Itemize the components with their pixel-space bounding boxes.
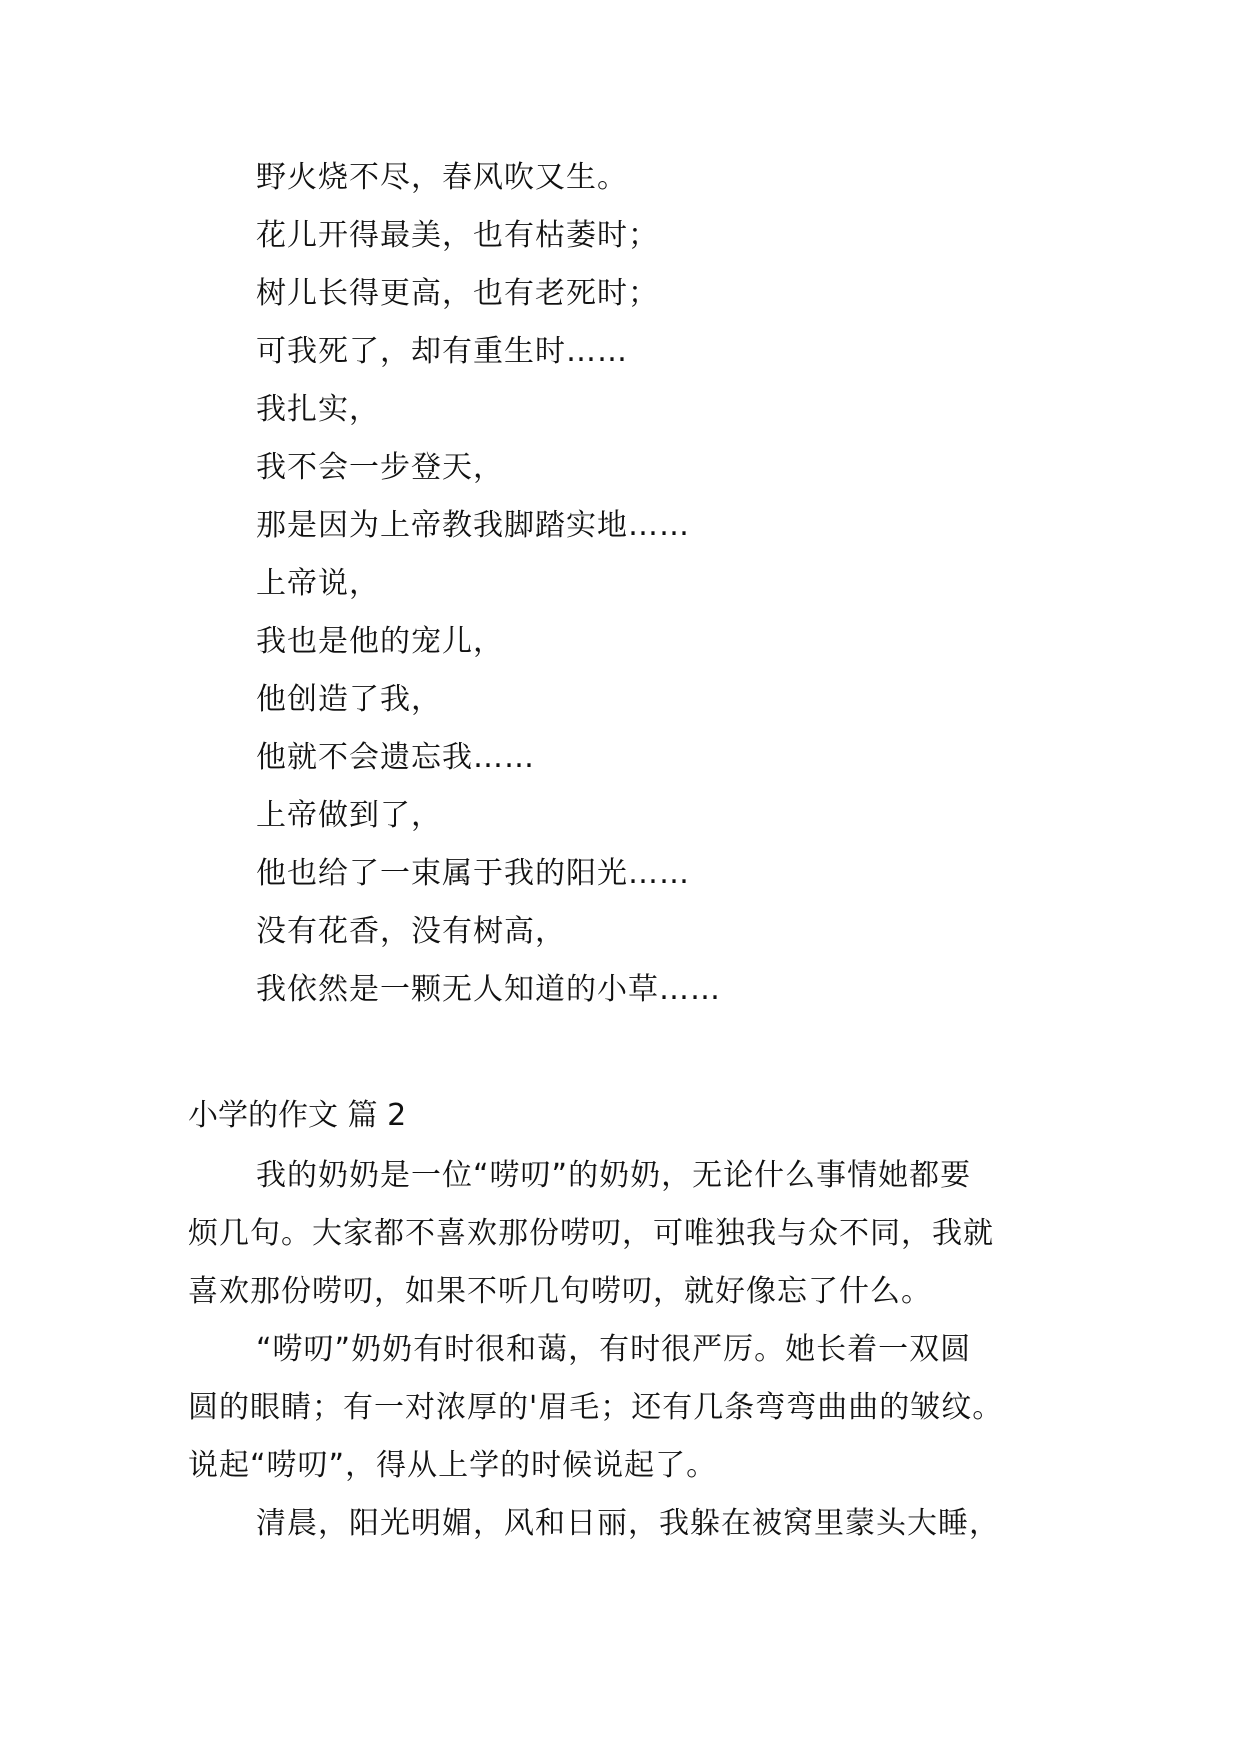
paragraph-line: 喜欢那份唠叨，如果不听几句唠叨，就好像忘了什么。 (188, 1274, 932, 1309)
poem-line: 他也给了一束属于我的阳光…… (256, 856, 690, 891)
poem-line: 花儿开得最美，也有枯萎时； (256, 218, 659, 253)
poem-line: 他就不会遗忘我…… (256, 740, 535, 775)
poem-line: 我不会一步登天， (256, 450, 504, 485)
poem-line: 树儿长得更高，也有老死时； (256, 276, 659, 311)
poem-line: 我也是他的宠儿， (256, 624, 504, 659)
essay-paragraph (188, 1506, 1068, 1564)
paragraph-line: 烦几句。大家都不喜欢那份唠叨，可唯独我与众不同，我就 (188, 1216, 994, 1251)
poem-line: 野火烧不尽，春风吹又生。 (256, 160, 628, 195)
essay-title: 小学的作文 篇 2 (188, 1098, 407, 1133)
paragraph-line: 我的奶奶是一位“唠叨”的奶奶，无论什么事情她都要 (256, 1158, 972, 1193)
poem-line: 他创造了我， (256, 682, 442, 717)
poem-line: 没有花香，没有树高， (256, 914, 566, 949)
poem-line: 上帝说， (256, 566, 380, 601)
essay-block (188, 1098, 1068, 1564)
paragraph-line: 说起“唠叨”，得从上学的时候说起了。 (188, 1448, 718, 1483)
paragraph-line: 圆的眼睛；有一对浓厚的'眉毛；还有几条弯弯曲曲的皱纹。 (188, 1390, 1004, 1425)
poem-line: 那是因为上帝教我脚踏实地…… (256, 508, 690, 543)
paragraph-line: “唠叨”奶奶有时很和蔼，有时很严厉。她长着一双圆 (256, 1332, 972, 1367)
poem-line: 可我死了，却有重生时…… (256, 334, 628, 369)
poem-line: 我扎实， (256, 392, 380, 427)
essay-paragraph (188, 1332, 1068, 1506)
essay-paragraph (188, 1158, 1068, 1332)
poem-line: 我依然是一颗无人知道的小草…… (256, 972, 721, 1007)
paragraph-line: 清晨，阳光明媚，风和日丽，我躲在被窝里蒙头大睡， (256, 1506, 1000, 1541)
poem-line: 上帝做到了， (256, 798, 442, 833)
poem-block (256, 160, 721, 1030)
